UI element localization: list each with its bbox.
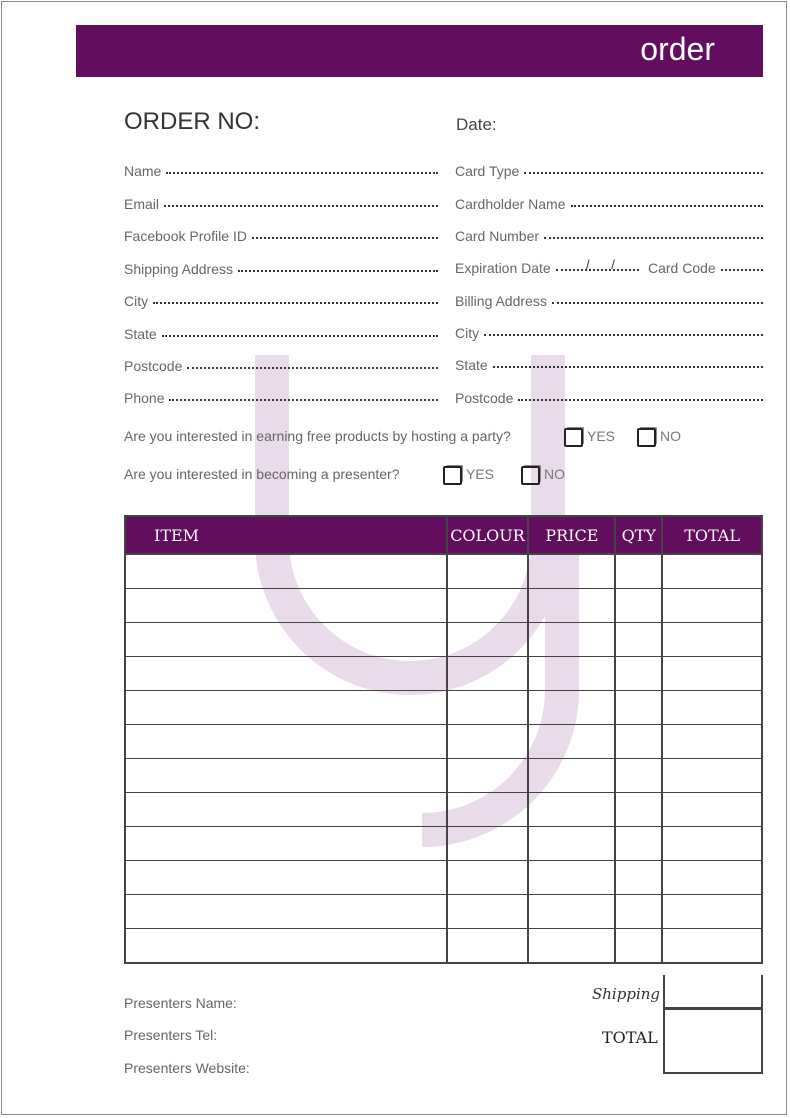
shipping-label: Shipping: [592, 985, 660, 1003]
fill-line: [721, 269, 763, 271]
cell-item[interactable]: [125, 759, 447, 793]
date-separators: / /: [586, 257, 615, 272]
column-header-item: ITEM: [125, 516, 447, 554]
party-no-label: NO: [660, 428, 681, 444]
cell-total[interactable]: [662, 759, 762, 793]
cell-colour[interactable]: [447, 827, 529, 861]
items-table: [124, 515, 763, 964]
cell-qty[interactable]: [615, 589, 662, 623]
billing-city-field[interactable]: [455, 325, 763, 341]
header-title: order: [640, 31, 715, 67]
cell-price[interactable]: [528, 623, 615, 657]
table-row: [125, 793, 762, 827]
city-field[interactable]: [124, 293, 438, 309]
table-header-row: [125, 516, 762, 554]
cell-qty[interactable]: [615, 759, 662, 793]
field-label: City: [124, 293, 149, 309]
cell-item[interactable]: [125, 657, 447, 691]
field-label: State: [124, 326, 157, 342]
cell-total[interactable]: [662, 725, 762, 759]
field-label: Card Number: [455, 228, 540, 244]
cell-colour[interactable]: [447, 793, 529, 827]
table-row: [125, 929, 762, 964]
cell-item[interactable]: [125, 691, 447, 725]
cell-item[interactable]: [125, 827, 447, 861]
cell-qty[interactable]: [615, 554, 662, 589]
party-yes-label: YES: [587, 428, 616, 444]
cell-price[interactable]: [528, 589, 615, 623]
fill-line: [169, 399, 438, 401]
card-number-field[interactable]: [455, 228, 763, 244]
fill-line: [252, 237, 438, 239]
fill-line: [552, 302, 763, 304]
table-row: [125, 895, 762, 929]
presenter-yes-checkbox[interactable]: [443, 466, 462, 485]
cell-total[interactable]: [662, 554, 762, 589]
cell-qty[interactable]: [615, 725, 662, 759]
cell-qty[interactable]: [615, 691, 662, 725]
cell-item[interactable]: [125, 623, 447, 657]
date-label: Date:: [456, 115, 497, 134]
cell-price[interactable]: [528, 895, 615, 929]
order-no-label: ORDER NO:: [124, 108, 261, 135]
field-label: City: [455, 325, 480, 341]
cell-total[interactable]: [662, 657, 762, 691]
billing-state-field[interactable]: [455, 357, 763, 373]
fill-line: [166, 172, 438, 174]
cell-colour[interactable]: [447, 691, 529, 725]
cell-price[interactable]: [528, 759, 615, 793]
shipping-input-box[interactable]: [663, 975, 763, 1009]
cell-colour[interactable]: [447, 861, 529, 895]
table-row: [125, 759, 762, 793]
cell-price[interactable]: [528, 929, 615, 964]
cell-item[interactable]: [125, 861, 447, 895]
fill-line: [484, 334, 763, 336]
table-row: [125, 861, 762, 895]
cell-colour[interactable]: [447, 759, 529, 793]
cell-total[interactable]: [662, 623, 762, 657]
field-label: Shipping Address: [124, 261, 233, 277]
facebook-profile-field[interactable]: [124, 228, 438, 244]
column-header-qty: QTY: [615, 516, 662, 554]
fill-line: [524, 172, 763, 174]
fill-line: [238, 270, 438, 272]
field-label: Expiration Date: [455, 260, 551, 276]
cell-item[interactable]: [125, 589, 447, 623]
fill-line: [164, 205, 438, 207]
cell-item[interactable]: [125, 554, 447, 589]
fill-line: [153, 302, 438, 304]
shipping-address-field[interactable]: [124, 261, 438, 277]
cell-colour[interactable]: [447, 589, 529, 623]
cell-price[interactable]: [528, 793, 615, 827]
fill-line: [571, 205, 764, 207]
table-row: [125, 691, 762, 725]
name-field[interactable]: [124, 163, 438, 179]
cell-colour[interactable]: [447, 725, 529, 759]
card-code-field[interactable]: [648, 260, 763, 276]
field-label: Postcode: [455, 390, 514, 406]
fill-line: [518, 399, 763, 401]
email-field[interactable]: [124, 196, 438, 212]
presenters-tel-label: Presenters Tel:: [124, 1027, 218, 1043]
table-row: [125, 589, 762, 623]
cell-colour[interactable]: [447, 623, 529, 657]
table-row: [125, 657, 762, 691]
presenters-website-label: Presenters Website:: [124, 1060, 250, 1076]
presenter-yes-label: YES: [466, 466, 495, 482]
total-label: TOTAL: [602, 1028, 658, 1047]
party-question: Are you interested in earning free products by hosting a party?: [124, 428, 511, 444]
state-field[interactable]: [124, 326, 438, 342]
presenter-question: Are you interested in becoming a presenter?: [124, 466, 400, 482]
presenter-no-label: NO: [544, 466, 565, 482]
field-label: Name: [124, 163, 162, 179]
cell-total[interactable]: [662, 589, 762, 623]
cell-total[interactable]: [662, 793, 762, 827]
field-label: Email: [124, 196, 160, 212]
cardholder-name-field[interactable]: [455, 196, 763, 212]
cell-item[interactable]: [125, 895, 447, 929]
party-yes-checkbox[interactable]: [564, 428, 583, 447]
billing-address-field[interactable]: [455, 293, 763, 309]
cell-item[interactable]: [125, 929, 447, 964]
column-header-colour: COLOUR: [447, 516, 529, 554]
presenter-no-checkbox[interactable]: [521, 466, 540, 485]
field-label: Billing Address: [455, 293, 547, 309]
cell-price[interactable]: [528, 861, 615, 895]
presenters-name-label: Presenters Name:: [124, 995, 237, 1011]
field-label: Card Code: [648, 260, 716, 276]
cell-colour[interactable]: [447, 929, 529, 964]
cell-qty[interactable]: [615, 929, 662, 964]
field-label: Cardholder Name: [455, 196, 566, 212]
fill-line: [187, 367, 438, 369]
cell-price[interactable]: [528, 657, 615, 691]
cell-qty[interactable]: [615, 793, 662, 827]
cell-colour[interactable]: [447, 657, 529, 691]
fill-line: [493, 366, 763, 368]
cell-colour[interactable]: [447, 554, 529, 589]
field-label: State: [455, 357, 488, 373]
cell-total[interactable]: [662, 895, 762, 929]
field-label: Facebook Profile ID: [124, 228, 247, 244]
phone-field[interactable]: [124, 390, 438, 406]
cell-item[interactable]: [125, 725, 447, 759]
total-input-box[interactable]: [663, 1009, 763, 1074]
table-row: [125, 827, 762, 861]
cell-total[interactable]: [662, 929, 762, 964]
cell-qty[interactable]: [615, 827, 662, 861]
party-no-checkbox[interactable]: [637, 428, 656, 447]
fill-line: [162, 335, 438, 337]
cell-price[interactable]: [528, 827, 615, 861]
cell-qty[interactable]: [615, 861, 662, 895]
cell-colour[interactable]: [447, 895, 529, 929]
cell-price[interactable]: [528, 691, 615, 725]
cell-price[interactable]: [528, 725, 615, 759]
postcode-field[interactable]: [124, 358, 438, 374]
field-label: Postcode: [124, 358, 183, 374]
billing-postcode-field[interactable]: [455, 390, 763, 406]
field-label: Phone: [124, 390, 165, 406]
cell-item[interactable]: [125, 793, 447, 827]
column-header-price: PRICE: [528, 516, 615, 554]
cell-total[interactable]: [662, 827, 762, 861]
column-header-total: TOTAL: [662, 516, 762, 554]
table-row: [125, 725, 762, 759]
cell-price[interactable]: [528, 554, 615, 589]
table-row: [125, 554, 762, 589]
cell-total[interactable]: [662, 861, 762, 895]
table-row: [125, 623, 762, 657]
cell-qty[interactable]: [615, 657, 662, 691]
cell-total[interactable]: [662, 691, 762, 725]
cell-qty[interactable]: [615, 895, 662, 929]
cell-qty[interactable]: [615, 623, 662, 657]
card-type-field[interactable]: [455, 163, 763, 179]
fill-line: [544, 237, 763, 239]
header-banner: [76, 25, 763, 77]
field-label: Card Type: [455, 163, 520, 179]
